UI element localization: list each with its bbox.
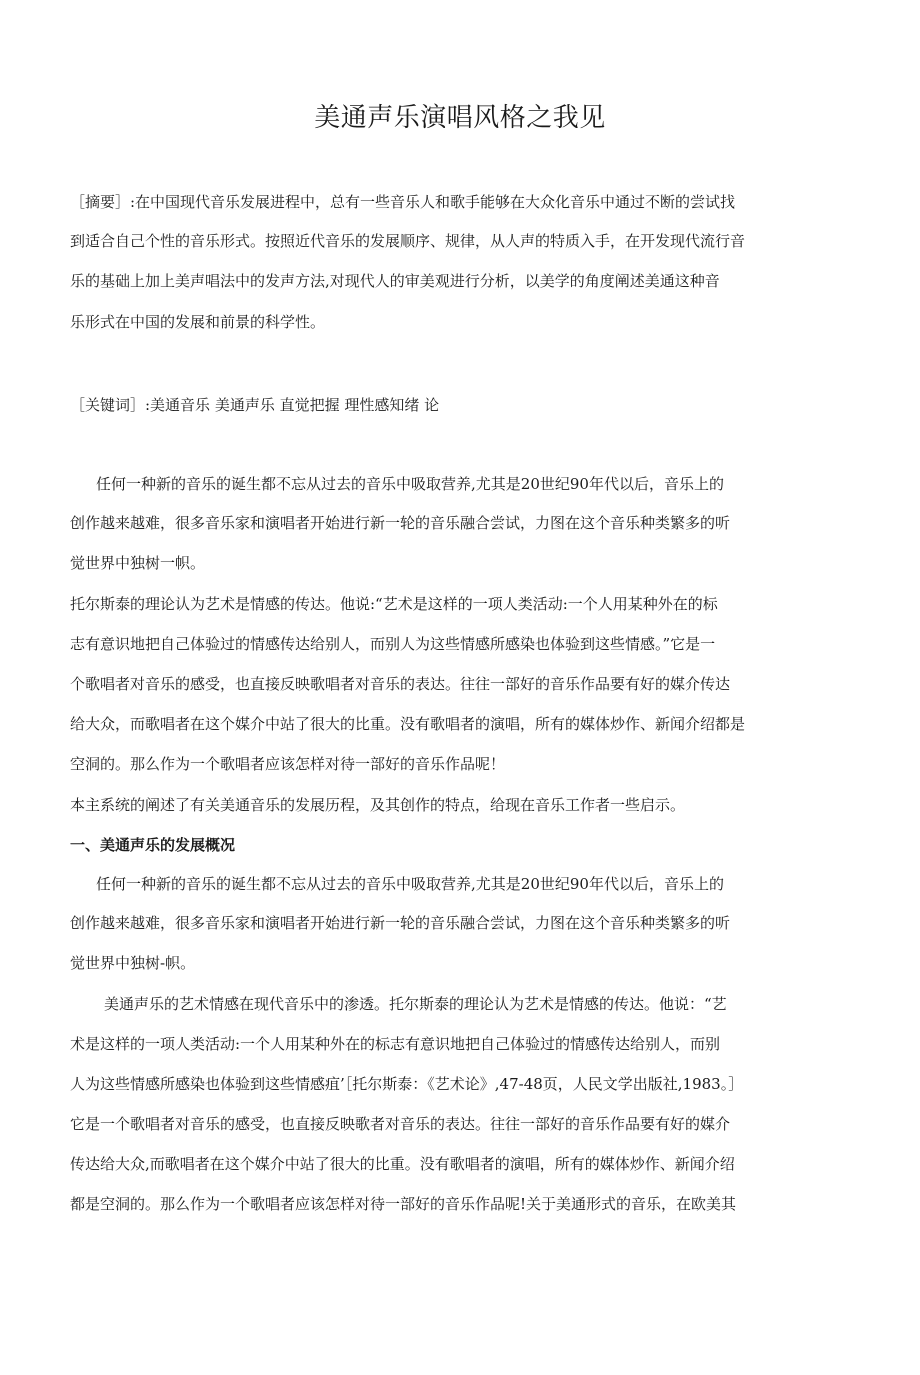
summary-line: 本主系统的阐述了有关美通音乐的发展历程，及其创作的特点，给现在音乐工作者一些启示。: [70, 796, 686, 814]
paragraph-line: 托尔斯泰的理论认为艺术是情感的传达。他说:“艺术是这样的一项人类活动:一个人用某种外在的标: [70, 595, 718, 613]
document-title: 美通声乐演唱风格之我见: [314, 103, 606, 133]
section-heading: 一、美通声乐的发展概况: [70, 836, 236, 854]
paragraph-line: 个歌唱者对音乐的感受，也直接反映歌唱者对音乐的表达。往往一部好的音乐作品要有好的媒介传达: [70, 675, 731, 693]
paragraph-line: 觉世界中独树一帜。: [70, 554, 206, 572]
paragraph-line: 术是这样的一项人类活动:一个人用某种外在的标志有意识地把自己体验过的情感传达给别人，而别: [70, 1035, 721, 1053]
abstract-line: 乐的基础上加上美声唱法中的发声方法,对现代人的审美观进行分析，以美学的角度阐述美通这种音: [70, 272, 720, 290]
paragraph-line: 都是空洞的。那么作为一个歌唱者应该怎样对待一部好的音乐作品呢!关于美通形式的音乐，在欧美其: [70, 1195, 737, 1213]
paragraph-line: 人为这些情感所感染也体验到这些情感疽’［托尔斯泰：《艺术论》,47-48页，人民文学出版社,1983。］: [70, 1075, 744, 1093]
paragraph-line: 它是一个歌唱者对音乐的感受，也直接反映歌者对音乐的表达。往往一部好的音乐作品要有好的媒介: [70, 1115, 731, 1133]
paragraph-line: 传达给大众,而歌唱者在这个媒介中站了很大的比重。没有歌唱者的演唱，所有的媒体炒作、新闻介绍: [70, 1155, 735, 1173]
abstract-line: 乐形式在中国的发展和前景的科学性。: [70, 313, 326, 331]
paragraph-line: 志有意识地把自己体验过的情感传达给别人，而别人为这些情感所感染也体验到这些情感。”它是一: [70, 635, 716, 653]
paragraph-line: 任何一种新的音乐的诞生都不忘从过去的音乐中吸取营养,尤其是20世纪90年代以后，音乐上的: [96, 475, 724, 493]
paragraph-line: 创作越来越难，很多音乐家和演唱者开始进行新一轮的音乐融合尝试，力图在这个音乐种类繁多的听: [70, 914, 731, 932]
paragraph-line: 美通声乐的艺术情感在现代音乐中的渗透。托尔斯泰的理论认为艺术是情感的传达。他说：“艺: [104, 995, 727, 1013]
abstract-line: 到适合自己个性的音乐形式。按照近代音乐的发展顺序、规律，从人声的特质入手，在开发现代流行音: [70, 232, 746, 250]
abstract-line: ［摘要］:在中国现代音乐发展进程中，总有一些音乐人和歌手能够在大众化音乐中通过不断的尝试找: [70, 193, 736, 211]
paragraph-line: 觉世界中独树-帜。: [70, 954, 196, 972]
paragraph-line: 任何一种新的音乐的诞生都不忘从过去的音乐中吸取营养,尤其是20世纪90年代以后，音乐上的: [96, 875, 724, 893]
paragraph-line: 创作越来越难，很多音乐家和演唱者开始进行新一轮的音乐融合尝试，力图在这个音乐种类繁多的听: [70, 514, 731, 532]
paragraph-line: 空洞的。那么作为一个歌唱者应该怎样对待一部好的音乐作品呢！: [70, 755, 506, 773]
paragraph-line: 给大众，而歌唱者在这个媒介中站了很大的比重。没有歌唱者的演唱，所有的媒体炒作、新闻介绍都是: [70, 715, 746, 733]
keywords-line: ［关键词］:美通音乐 美通声乐 直觉把握 理性感知绪 论: [70, 396, 440, 414]
